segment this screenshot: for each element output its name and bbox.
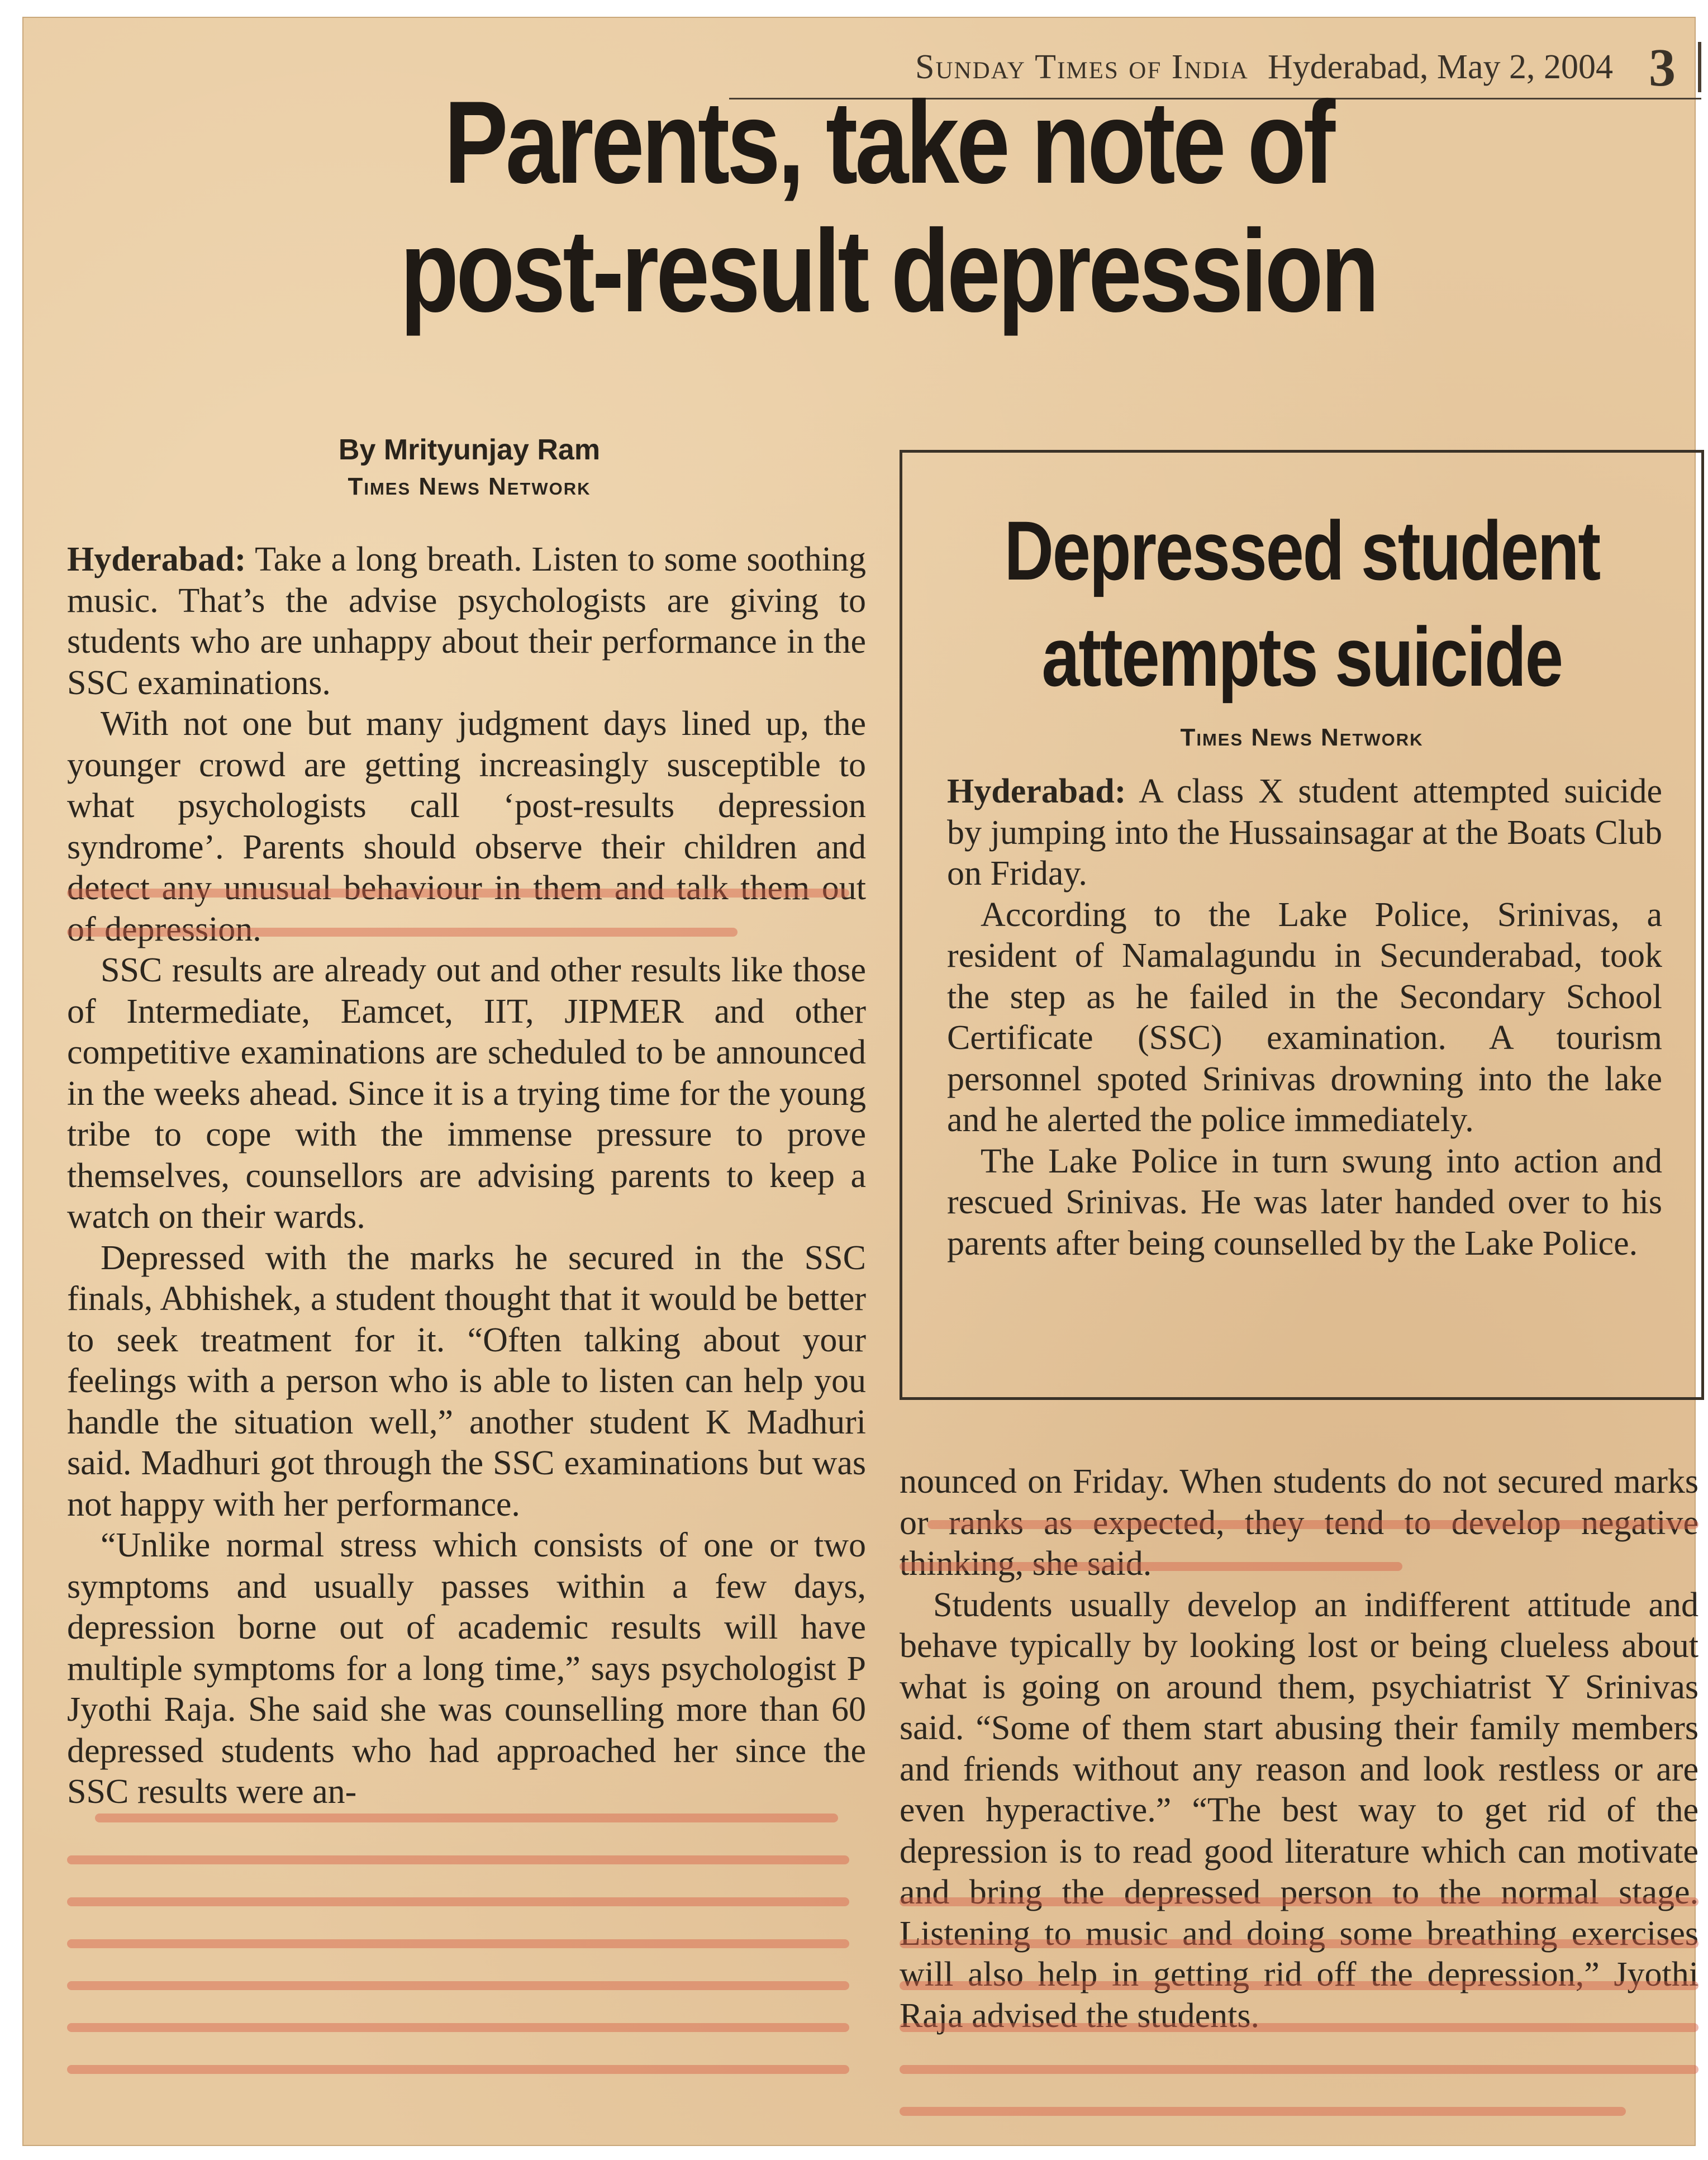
pen-underline <box>67 889 849 898</box>
pen-underline <box>900 1939 1699 1948</box>
sidebar-dateline: Hyderabad: <box>947 772 1126 810</box>
article-paragraph: With not one but many judgment days lined up, the younger crowd are getting increasingly susceptible to what psychologists call ‘post-results depression syndrome’. Parents should observe their children and detect any unusual behaviour in them and talk them out of depression. <box>67 705 866 948</box>
pen-underline <box>900 2065 1699 2074</box>
pen-underline <box>900 2023 1699 2032</box>
sidebar-headline <box>974 497 1630 710</box>
byline <box>263 430 676 504</box>
pen-underline <box>900 2107 1626 2116</box>
headline-line-1: Parents, take note of <box>444 77 1333 208</box>
article-paragraph: SSC results are already out and other results like those of Intermediate, Eamcet, IIT, JIPMER and other competitive examinations are scheduled to be announced in the weeks ahead. Since it is a trying time for the young tribe to cope with the immense pressure to prove themselves, counsellors are advising parents to keep a watch on their wards. <box>67 951 866 1236</box>
pen-underline <box>67 1939 849 1948</box>
paragraph-text: A class X student attempted suicide by jumping into the Hussainsagar at the Boats Club on Friday. <box>947 772 1662 893</box>
pen-underline <box>67 1897 849 1906</box>
sidebar-headline-line-1: Depressed student <box>1004 504 1600 597</box>
sidebar-body <box>947 771 1662 1264</box>
sidebar-story-box <box>900 450 1704 1400</box>
page-number: 3 <box>1649 37 1676 97</box>
pen-underline <box>67 928 738 937</box>
main-headline <box>361 78 1415 335</box>
sidebar-byline: Times News Network <box>1180 724 1424 751</box>
newspaper-clipping <box>22 17 1699 2146</box>
pen-underline <box>927 1520 1699 1529</box>
sidebar-paragraph: The Lake Police in turn swung into action and rescued Srinivas. He was later handed over to his parents after being counselled by the Lake Police. <box>947 1142 1662 1262</box>
pen-underline <box>95 1814 838 1822</box>
article-paragraph <box>67 539 866 704</box>
pen-underline <box>900 1897 1699 1906</box>
paragraph-text: Take a long breath. Listen to some soothing music. That’s the advise psychologists are giving to students who are unhappy about their performance in the SSC examinations. <box>67 540 866 702</box>
masthead-rule <box>1698 42 1701 92</box>
byline-author: By Mrityunjay Ram <box>338 434 601 466</box>
article-paragraph: Depressed with the marks he secured in the SSC finals, Abhishek, a student thought that it would be better to seek treatment for it. “Often talking about your feelings with a person who is able to listen can help you handle the situation well,” another student K Madhuri said. Madhuri got through the SSC examinations but was not happy with her performance. <box>67 1238 866 1523</box>
newspaper-name: Sunday Times of India <box>915 48 1249 86</box>
main-article-left-column <box>67 539 866 1813</box>
pen-underline <box>67 1855 849 1864</box>
pen-underline <box>67 1981 849 1990</box>
article-paragraph: “Unlike normal stress which consists of one or two symptoms and usually passes within a few days, depression borne out of academic results will have multiple symptoms for a long time,” says psychologist P Jyothi Raja. She said she was counselling more than 60 depressed students who had approached her since the SSC results were an- <box>67 1526 866 1811</box>
pen-underline <box>900 1562 1402 1571</box>
sidebar-paragraph: According to the Lake Police, Srinivas, a resident of Namalagundu in Secunderabad, took the step as he failed in the Secondary School Certificate (SSC) examination. A tourism personnel spoted Srinivas drowning into the lake and he alerted the police immediately. <box>947 895 1662 1139</box>
byline-network: Times News Network <box>348 473 591 500</box>
sidebar-headline-line-2: attempts suicide <box>1041 610 1562 704</box>
main-article-right-column <box>900 1461 1699 2036</box>
article-paragraph: Students usually develop an indifferent attitude and behave typically by looking lost or being clueless about what is going on around them, psychiatrist Y Srinivas said. “Some of them start abusing their family members and friends without any reason and look restless or are even hyperactive.” “The best way to get rid of the depression is to read good literature which can motivate and bring the depressed person to the normal stage. Listening to music and doing some breathing exercises will also help in getting rid off the depression,” Jyothi Raja advised the students. <box>900 1585 1699 2035</box>
article-paragraph: nounced on Friday. When students do not secured marks or ranks as expected, they tend to develop negative thinking, she said. <box>900 1463 1699 1583</box>
headline-line-2: post-result depression <box>399 205 1377 336</box>
masthead-dateline: Hyderabad, May 2, 2004 <box>1267 48 1613 86</box>
pen-underline <box>67 2023 849 2032</box>
sidebar-paragraph <box>947 771 1662 895</box>
pen-underline <box>900 1981 1699 1990</box>
article-dateline: Hyderabad: <box>67 540 246 578</box>
pen-underline <box>67 2065 849 2074</box>
